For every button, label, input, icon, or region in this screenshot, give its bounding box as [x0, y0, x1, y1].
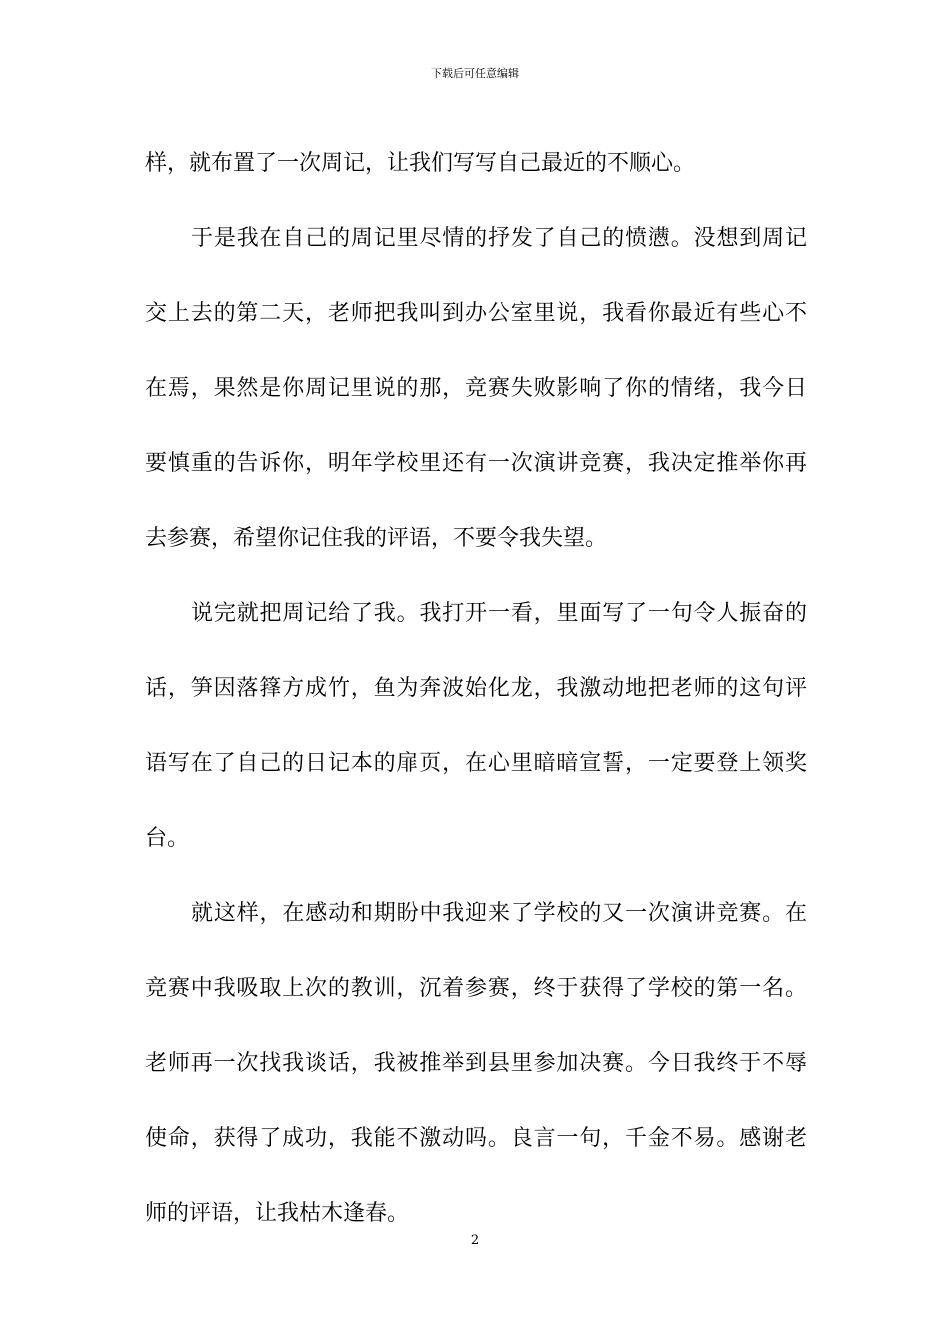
- paragraph-2-line-1: 于是我在自己的周记里尽情的抒发了自己的愤懑。没想到周记: [191, 226, 807, 251]
- page-header: 下载后可任意编辑: [431, 67, 519, 80]
- page-number: 2: [470, 1233, 480, 1248]
- paragraph-3-line-3: 语写在了自己的日记本的扉页，在心里暗暗宣誓，一定要登上领奖: [145, 751, 807, 776]
- paragraph-2-line-3: 在焉，果然是你周记里说的那，竞赛失败影响了你的情绪，我今日: [145, 376, 807, 401]
- paragraph-4-line-4: 使命，获得了成功，我能不激动吗。良言一句，千金不易。感谢老: [145, 1126, 807, 1151]
- paragraph-3-line-2: 话，笋因落箨方成竹，鱼为奔波始化龙，我激动地把老师的这句评: [145, 676, 807, 701]
- paragraph-3-line-4: 台。: [145, 826, 190, 851]
- paragraph-4-line-1: 就这样，在感动和期盼中我迎来了学校的又一次演讲竞赛。在: [191, 901, 807, 926]
- paragraph-2-line-5: 去参赛，希望你记住我的评语，不要令我失望。: [145, 526, 608, 551]
- paragraph-3-line-1: 说完就把周记给了我。我打开一看，里面写了一句令人振奋的: [191, 601, 807, 626]
- paragraph-1-line-1: 样，就布置了一次周记，让我们写写自己最近的不顺心。: [145, 151, 696, 176]
- document-body: [145, 126, 807, 1251]
- paragraph-4-line-5: 师的评语，让我枯木逢春。: [145, 1201, 410, 1226]
- paragraph-4-line-2: 竞赛中我吸取上次的教训，沉着参赛，终于获得了学校的第一名。: [145, 976, 807, 1001]
- paragraph-4-line-3: 老师再一次找我谈话，我被推举到县里参加决赛。今日我终于不辱: [145, 1051, 807, 1076]
- paragraph-2-line-2: 交上去的第二天，老师把我叫到办公室里说，我看你最近有些心不: [145, 301, 807, 326]
- paragraph-2-line-4: 要慎重的告诉你，明年学校里还有一次演讲竞赛，我决定推举你再: [145, 451, 807, 476]
